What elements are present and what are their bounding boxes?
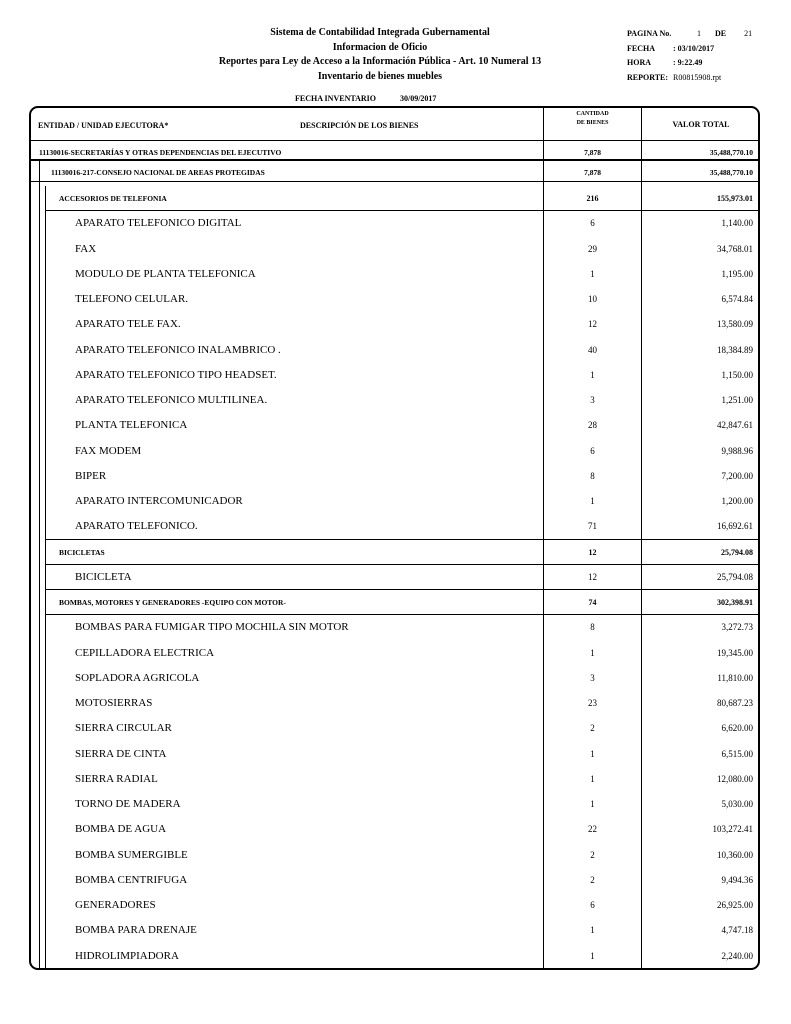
- row-value: 34,768.01: [717, 243, 753, 254]
- row-value: 6,515.00: [721, 748, 753, 759]
- row-value: 25,794.08: [721, 547, 753, 557]
- column-header-cantidad-line1: CANTIDAD: [576, 111, 609, 117]
- row-description: SOPLADORA AGRICOLA: [75, 671, 200, 684]
- row-quantity: 12: [588, 319, 597, 330]
- row-description: APARATO TELEFONICO.: [75, 520, 198, 533]
- date-row: [627, 42, 752, 57]
- row-description: MODULO DE PLANTA TELEFONICA: [75, 267, 256, 280]
- row-quantity: 40: [588, 344, 597, 355]
- time-value: : 9:22.49: [673, 58, 703, 67]
- column-header-cantidad-line2: DE BIENES: [576, 120, 609, 126]
- item-row: [29, 388, 760, 413]
- row-quantity: 3: [590, 672, 595, 683]
- item-row: [29, 893, 760, 918]
- row-value: 16,692.61: [717, 521, 753, 532]
- page-total-value: 21: [744, 29, 753, 38]
- row-description: PLANTA TELEFONICA: [75, 419, 188, 432]
- row-description: SIERRA DE CINTA: [75, 747, 167, 760]
- row-description: SIERRA CIRCULAR: [75, 722, 172, 735]
- item-row: [29, 843, 760, 868]
- row-value: 25,794.08: [717, 571, 753, 582]
- column-header-valor: VALOR TOTAL: [672, 120, 730, 129]
- row-quantity: 1: [590, 773, 595, 784]
- row-value: 10,360.00: [717, 849, 753, 860]
- row-quantity: 1: [590, 950, 595, 961]
- row-value: 1,195.00: [721, 268, 753, 279]
- row-quantity: 12: [588, 547, 597, 557]
- report-title-line1: Sistema de Contabilidad Integrada Gubernamental: [270, 27, 490, 38]
- row-description: CEPILLADORA ELECTRICA: [75, 646, 215, 659]
- row-value: 26,925.00: [717, 900, 753, 910]
- row-value: 9,988.96: [721, 445, 753, 456]
- item-row: [29, 868, 760, 893]
- row-description: HIDROLIMPIADORA: [75, 949, 179, 962]
- time-row: [627, 56, 752, 71]
- row-description: FAX MODEM: [75, 444, 142, 457]
- item-row: [29, 615, 760, 640]
- row-quantity: 7,878: [584, 148, 601, 157]
- inventory-date-value: 30/09/2017: [399, 94, 437, 103]
- row-quantity: 28: [588, 420, 597, 431]
- row-description: APARATO TELEFONICO TIPO HEADSET.: [75, 368, 277, 381]
- row-description: MOTOSIERRAS: [75, 697, 153, 709]
- row-divider: [45, 589, 760, 590]
- row-quantity: 216: [586, 194, 599, 203]
- report-title-line2: Informacion de Oficio: [332, 41, 428, 53]
- item-row: [29, 287, 760, 312]
- category-row: [29, 590, 760, 615]
- item-row: [29, 641, 760, 666]
- row-value: 1,200.00: [721, 496, 753, 506]
- row-quantity: 7,878: [584, 168, 601, 177]
- item-row: [29, 312, 760, 337]
- row-value: 103,272.41: [712, 824, 753, 835]
- row-quantity: 1: [590, 925, 595, 936]
- item-row: [29, 464, 760, 489]
- row-description: SIERRA RADIAL: [75, 772, 158, 785]
- item-row: [29, 439, 760, 464]
- page-of-label: DE: [715, 29, 727, 38]
- row-value: 19,345.00: [717, 647, 753, 658]
- report-title-line3: Reportes para Ley de Acceso a la Información Pública - Art. 10 Numeral 13: [218, 56, 542, 67]
- report-meta: [627, 27, 752, 85]
- page-number-row: [627, 27, 752, 42]
- row-description: APARATO TELEFONICO INALAMBRICO .: [75, 343, 281, 356]
- row-value: 6,574.84: [721, 294, 753, 304]
- row-quantity: 6: [590, 218, 595, 229]
- row-quantity: 2: [590, 723, 595, 734]
- row-value: 302,398.91: [717, 598, 753, 607]
- item-row: [29, 489, 760, 514]
- row-quantity: 8: [590, 470, 595, 481]
- entity-row: [29, 140, 760, 160]
- row-quantity: 12: [588, 571, 597, 582]
- row-description: BOMBA PARA DRENAJE: [75, 924, 197, 937]
- row-description: APARATO TELEFONICO DIGITAL: [75, 217, 242, 230]
- date-value: : 03/10/2017: [673, 43, 715, 53]
- entity-row: [29, 160, 760, 182]
- item-row: [29, 237, 760, 262]
- row-value: 42,847.61: [717, 420, 753, 431]
- group-border: [45, 186, 46, 970]
- row-quantity: 1: [590, 799, 595, 809]
- row-description: ACCESORIOS DE TELEFONIA: [59, 194, 167, 203]
- row-value: 1,150.00: [721, 369, 753, 380]
- column-header-cantidad: [545, 110, 640, 128]
- row-value: 35,488,770.10: [709, 168, 753, 177]
- row-value: 7,200.00: [721, 470, 753, 481]
- row-description: BOMBAS PARA FUMIGAR TIPO MOCHILA SIN MOTOR: [75, 621, 349, 634]
- row-value: 6,620.00: [721, 723, 753, 734]
- row-description: BICICLETAS: [59, 547, 105, 557]
- item-row: [29, 792, 760, 817]
- column-header-descripcion: DESCRIPCIÓN DE LOS BIENES: [300, 121, 419, 130]
- row-quantity: 74: [588, 598, 597, 607]
- row-description: TORNO DE MADERA: [75, 798, 181, 810]
- inventory-date: [295, 94, 436, 103]
- item-row: [29, 691, 760, 716]
- report-title-line4: Inventario de bienes muebles: [317, 70, 443, 82]
- item-row: [29, 514, 760, 539]
- row-value: 3,272.73: [721, 622, 753, 633]
- row-value: 18,384.89: [717, 344, 753, 355]
- item-row: [29, 413, 760, 438]
- row-value: 13,580.09: [717, 319, 753, 330]
- row-quantity: 29: [588, 243, 597, 254]
- row-value: 155,973.01: [717, 194, 753, 203]
- row-description: BOMBA CENTRIFUGA: [75, 873, 188, 886]
- report-id-row: [627, 71, 752, 86]
- item-row: [29, 666, 760, 691]
- row-quantity: 6: [590, 900, 595, 910]
- page-value: 1: [697, 29, 701, 38]
- row-description: 11130016-SECRETARÍAS Y OTRAS DEPENDENCIAS DEL EJECUTIVO: [39, 148, 282, 157]
- row-quantity: 2: [590, 874, 595, 885]
- row-value: 5,030.00: [721, 799, 753, 809]
- item-row: [29, 817, 760, 842]
- row-description: APARATO TELE FAX.: [75, 318, 181, 331]
- item-row: [29, 767, 760, 792]
- row-value: 1,251.00: [721, 395, 753, 405]
- item-row: [29, 944, 760, 969]
- row-quantity: 23: [588, 698, 597, 708]
- time-label: HORA: [627, 58, 651, 67]
- row-value: 35,488,770.10: [709, 148, 753, 157]
- row-value: 2,240.00: [721, 950, 753, 961]
- row-quantity: 6: [590, 445, 595, 456]
- row-description: FAX: [75, 242, 97, 255]
- row-quantity: 71: [588, 521, 597, 532]
- date-label: FECHA: [627, 43, 655, 53]
- item-row: [29, 918, 760, 943]
- item-row: [29, 716, 760, 741]
- item-row: [29, 742, 760, 767]
- row-divider: [45, 539, 760, 540]
- column-header-entidad: ENTIDAD / UNIDAD EJECUTORA*: [38, 121, 169, 130]
- item-row: [29, 262, 760, 287]
- group-border: [39, 160, 40, 970]
- row-quantity: 2: [590, 849, 595, 860]
- row-value: 9,494.36: [721, 874, 753, 885]
- row-quantity: 22: [588, 824, 597, 835]
- row-quantity: 8: [590, 622, 595, 633]
- row-value: 11,810.00: [717, 672, 753, 683]
- row-quantity: 1: [590, 496, 595, 506]
- report-id-label: REPORTE:: [627, 72, 669, 82]
- row-quantity: 1: [590, 268, 595, 279]
- report-id-value: R00815908.rpt: [673, 72, 722, 82]
- row-description: TELEFONO CELULAR.: [75, 293, 189, 305]
- item-row: [29, 211, 760, 236]
- category-row: [29, 540, 760, 565]
- page-label: PAGINA No.: [627, 29, 672, 38]
- row-description: BIPER: [75, 469, 107, 482]
- report-title-block: [160, 26, 600, 84]
- row-value: 4,747.18: [721, 925, 753, 936]
- row-description: GENERADORES: [75, 899, 156, 911]
- row-quantity: 1: [590, 647, 595, 658]
- row-description: 11130016-217-CONSEJO NACIONAL DE AREAS PROTEGIDAS: [51, 168, 265, 177]
- row-description: BOMBAS, MOTORES Y GENERADORES -EQUIPO CON MOTOR-: [59, 598, 286, 607]
- row-description: BOMBA SUMERGIBLE: [75, 848, 188, 861]
- row-quantity: 10: [588, 294, 597, 304]
- row-quantity: 1: [590, 369, 595, 380]
- row-value: 12,080.00: [717, 773, 753, 784]
- item-row: [29, 338, 760, 363]
- row-value: 80,687.23: [717, 698, 753, 708]
- row-quantity: 3: [590, 395, 595, 405]
- row-description: BICICLETA: [75, 570, 132, 583]
- category-row: [29, 186, 760, 211]
- inventory-date-label: FECHA INVENTARIO: [295, 94, 376, 103]
- row-description: BOMBA DE AGUA: [75, 823, 167, 836]
- row-description: APARATO INTERCOMUNICADOR: [75, 495, 243, 507]
- item-row: [29, 565, 760, 590]
- item-row: [29, 363, 760, 388]
- row-quantity: 1: [590, 748, 595, 759]
- row-value: 1,140.00: [721, 218, 753, 229]
- row-description: APARATO TELEFONICO MULTILINEA.: [75, 394, 268, 406]
